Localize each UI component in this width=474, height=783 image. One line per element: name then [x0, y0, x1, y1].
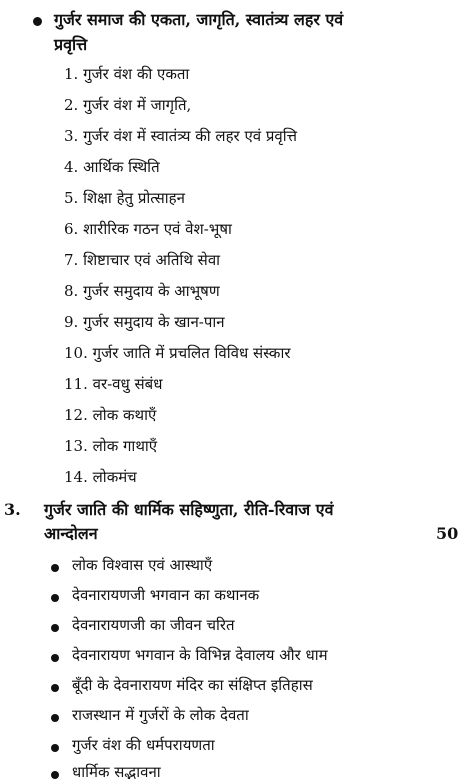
- list-item: [64, 95, 191, 115]
- item-number: 6.: [64, 220, 79, 238]
- list-item: धार्मिक सद्भावना: [72, 763, 161, 781]
- bullet-icon: [51, 684, 59, 692]
- item-text: आर्थिक स्थिति: [83, 158, 160, 176]
- list-item: गुर्जर वंश की धर्मपरायणता: [72, 736, 215, 754]
- list-item: देवनारायणजी का जीवन चरित: [72, 616, 235, 634]
- list-item: राजस्थान में गुर्जरों के लोक देवता: [72, 706, 249, 724]
- list-item: [64, 312, 225, 332]
- item-text: शारीरिक गठन एवं वेश-भूषा: [83, 220, 232, 238]
- list-item: देवनारायण भगवान के विभिन्न देवालय और धाम: [72, 646, 328, 664]
- item-number: 10.: [64, 344, 88, 362]
- item-number: 5.: [64, 189, 79, 207]
- item-text: लोक गाथाएँ: [92, 437, 158, 455]
- heading-bullet: [33, 17, 42, 26]
- item-text: गुर्जर समुदाय के खान-पान: [83, 313, 225, 331]
- list-item: [64, 250, 220, 270]
- bullet-icon: [51, 714, 59, 722]
- item-number: 2.: [64, 96, 79, 114]
- item-text: शिक्षा हेतु प्रोत्साहन: [83, 189, 185, 207]
- list-item: बूँदी के देवनारायण मंदिर का संक्षिप्त इतिहास: [72, 676, 313, 694]
- bullet-icon: [51, 654, 59, 662]
- item-number: 11.: [64, 375, 88, 393]
- item-number: 12.: [64, 406, 88, 424]
- item-number: 14.: [64, 468, 88, 486]
- list-item: लोक विश्वास एवं आस्थाएँ: [72, 556, 213, 574]
- bullet-icon: [51, 594, 59, 602]
- list-item: [64, 467, 137, 487]
- item-text: वर-वधु संबंध: [92, 375, 163, 393]
- list-item: [64, 405, 156, 425]
- item-text: शिष्टाचार एवं अतिथि सेवा: [83, 251, 221, 269]
- list-item: [64, 343, 290, 363]
- item-text: गुर्जर समुदाय के आभूषण: [83, 282, 220, 300]
- item-text: लोकमंच: [92, 468, 137, 486]
- list-item: [64, 219, 232, 239]
- section-3-heading-line1: गुर्जर जाति की धार्मिक सहिष्णुता, रीति-रिवाज एवं: [44, 500, 334, 519]
- list-item: देवनारायणजी भगवान का कथानक: [72, 586, 260, 604]
- bullet-icon: [51, 564, 59, 572]
- item-number: 9.: [64, 313, 79, 331]
- item-text: गुर्जर वंश में जागृति,: [83, 96, 192, 114]
- item-number: 4.: [64, 158, 79, 176]
- section-3-number: 3.: [4, 500, 21, 519]
- bullet-icon: [51, 771, 59, 779]
- section-a-heading-line2: प्रवृत्ति: [54, 35, 88, 54]
- list-item: [64, 436, 157, 456]
- item-number: 3.: [64, 127, 79, 145]
- item-number: 7.: [64, 251, 79, 269]
- item-number: 13.: [64, 437, 88, 455]
- page-number: 50: [436, 524, 459, 543]
- section-a-heading-line1: गुर्जर समाज की एकता, जागृति, स्वातंत्र्य लहर एवं: [54, 10, 344, 29]
- list-item: [64, 126, 297, 146]
- item-text: गुर्जर जाति में प्रचलित विविध संस्कार: [92, 344, 291, 362]
- list-item: [64, 374, 162, 394]
- item-number: 1.: [64, 65, 79, 83]
- item-text: गुर्जर वंश में स्वातंत्र्य की लहर एवं प्रवृत्ति: [83, 127, 297, 145]
- section-3-heading-line2: आन्दोलन: [44, 524, 98, 543]
- item-text: लोक कथाएँ: [92, 406, 157, 424]
- list-item: [64, 157, 160, 177]
- list-item: [64, 188, 185, 208]
- bullet-icon: [51, 624, 59, 632]
- bullet-icon: [51, 744, 59, 752]
- item-text: गुर्जर वंश की एकता: [83, 65, 190, 83]
- list-item: [64, 281, 220, 301]
- list-item: [64, 64, 189, 84]
- item-number: 8.: [64, 282, 79, 300]
